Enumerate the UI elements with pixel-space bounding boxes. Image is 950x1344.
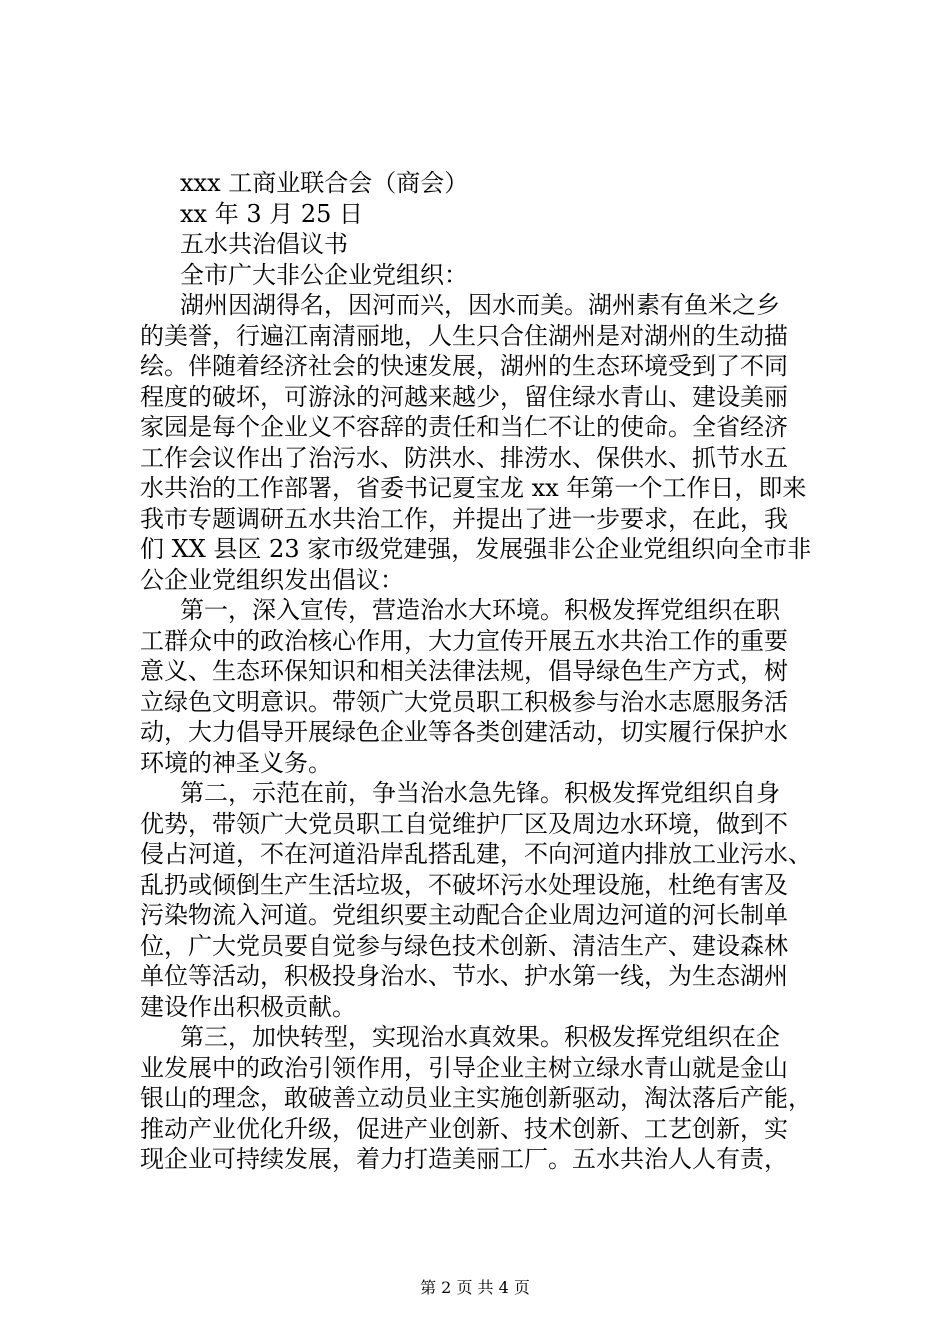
document-title: 五水共治倡议书 bbox=[180, 230, 348, 258]
paragraph-intro bbox=[140, 290, 820, 595]
paragraph-line: 湖州因湖得名，因河而兴，因水而美。湖州素有鱼米之乡 bbox=[180, 291, 780, 319]
paragraph-line: 立绿色文明意识。带领广大党员职工积极参与治水志愿服务活 bbox=[140, 687, 788, 716]
paragraph-line: 我市专题调研五水共治工作，并提出了进一步要求，在此，我 bbox=[140, 504, 788, 533]
paragraph-line: 优势，带领广大党员职工自觉维护厂区及周边水环境，做到不 bbox=[140, 809, 788, 838]
paragraph-line: 建设作出积极贡献。 bbox=[140, 992, 356, 1021]
paragraph-line: 公企业党组织发出倡议： bbox=[140, 565, 404, 594]
page-footer bbox=[0, 1278, 950, 1298]
paragraph-line: 业发展中的政治引领作用，引导企业主树立绿水青山就是金山 bbox=[140, 1053, 788, 1082]
paragraph-line: 银山的理念，敢破善立动员业主实施创新驱动，淘汰落后产能， bbox=[140, 1084, 812, 1112]
paragraph-second bbox=[140, 778, 820, 1022]
paragraph-line: 推动产业优化升级，促进产业创新、技术创新、工艺创新，实 bbox=[140, 1114, 788, 1143]
paragraph-line: 意义、生态环保知识和相关法律法规，倡导绿色生产方式，树 bbox=[140, 657, 788, 685]
paragraph-line: 现企业可持续发展，着力打造美丽工厂。五水共治人人有责， bbox=[140, 1145, 788, 1173]
paragraph-line: 单位等活动，积极投身治水、节水、护水第一线，为生态湖州 bbox=[140, 962, 788, 990]
paragraph-line: 们 XX 县区 23 家市级党建强，发展强非公企业党组织向全市非 bbox=[140, 535, 812, 563]
page-number: 第 2 页 共 4 页 bbox=[420, 1278, 530, 1297]
paragraph-line: 第三，加快转型，实现治水真效果。积极发挥党组织在企 bbox=[180, 1023, 780, 1051]
paragraph-line: 位，广大党员要自觉参与绿色技术创新、清洁生产、建设森林 bbox=[140, 931, 788, 960]
paragraph-line: 家园是每个企业义不容辞的责任和当仁不让的使命。全省经济 bbox=[140, 413, 788, 441]
paragraph-line: 程度的破坏，可游泳的河越来越少，留住绿水青山、建设美丽 bbox=[140, 382, 788, 411]
paragraph-line: 工作会议作出了治污水、防洪水、排涝水、保供水、抓节水五 bbox=[140, 443, 788, 472]
document-body bbox=[140, 168, 820, 1175]
paragraph-line: 绘。伴随着经济社会的快速发展，湖州的生态环境受到了不同 bbox=[140, 352, 788, 380]
paragraph-line: 第二，示范在前，争当治水急先锋。积极发挥党组织自身 bbox=[180, 779, 780, 807]
paragraph-line: 工群众中的政治核心作用，大力宣传开展五水共治工作的重要 bbox=[140, 626, 788, 655]
paragraph-third bbox=[140, 1022, 820, 1175]
paragraph-line: 第一，深入宣传，营造治水大环境。积极发挥党组织在职 bbox=[180, 596, 780, 624]
paragraph-line: 的美誉，行遍江南清丽地，人生只合住湖州是对湖州的生动描 bbox=[140, 321, 788, 350]
paragraph-line: 水共治的工作部署，省委书记夏宝龙 xx 年第一个工作日，即来 bbox=[140, 474, 807, 502]
org-name: xxx 工商业联合会（商会） bbox=[180, 169, 469, 197]
paragraph-line: 环境的神圣义务。 bbox=[140, 748, 332, 777]
paragraph-line: 动，大力倡导开展绿色企业等各类创建活动，切实履行保护水 bbox=[140, 718, 788, 746]
paragraph-line: 乱扔或倾倒生产生活垃圾，不破坏污水处理设施，杜绝有害及 bbox=[140, 870, 788, 899]
paragraph-first bbox=[140, 595, 820, 778]
paragraph-line: 污染物流入河道。党组织要主动配合企业周边河道的河长制单 bbox=[140, 901, 788, 929]
paragraph-line: 侵占河道，不在河道沿岸乱搭乱建，不向河道内排放工业污水、 bbox=[140, 840, 812, 868]
salutation: 全市广大非公企业党组织： bbox=[180, 260, 468, 289]
issue-date: xx 年 3 月 25 日 bbox=[180, 199, 364, 228]
